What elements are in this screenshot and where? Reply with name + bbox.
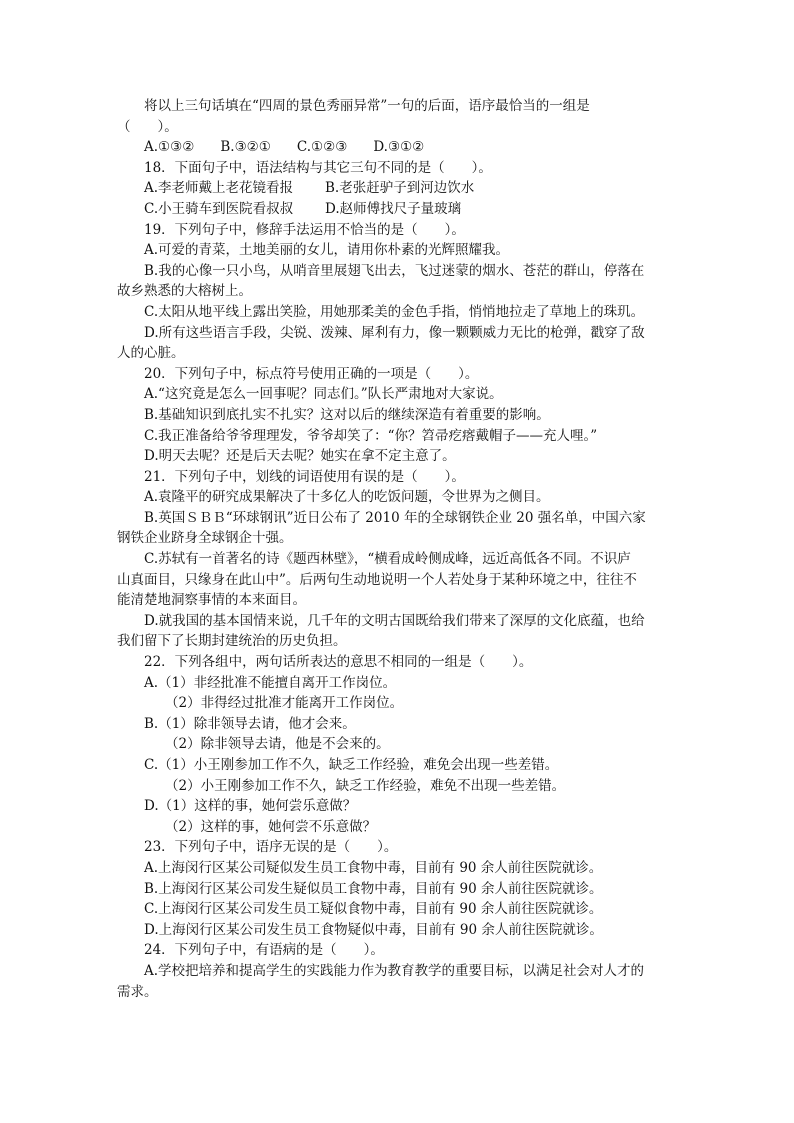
q20-option-b: B.基础知识到底扎实不扎实？这对以后的继续深造有着重要的影响。 bbox=[144, 406, 550, 423]
q18-options-row1 bbox=[117, 178, 680, 199]
q23-option-b: B.上海闵行区某公司发生疑似员工食物中毒，目前有 90 余人前往医院就诊。 bbox=[144, 880, 603, 897]
q18-stem: 18．下面句子中，语法结构与其它三句不同的是（ ）。 bbox=[144, 159, 492, 176]
q18-option-d: D.赵师傅找尺子量玻璃 bbox=[325, 200, 462, 217]
q19-option-a: A.可爱的青菜，土地美丽的女儿，请用你朴素的光辉照耀我。 bbox=[144, 242, 510, 259]
q20-option-a: A.“这究竟是怎么一回事呢？同志们。”队长严肃地对大家说。 bbox=[144, 386, 503, 403]
q19-option-b-cont: 故乡熟悉的大榕树上。 bbox=[117, 283, 252, 300]
q22-option-b1: B.（1）除非领导去请，他才会来。 bbox=[144, 715, 356, 732]
q24-option-a-cont: 需求。 bbox=[117, 983, 158, 1000]
q21-option-d: D.就我国的基本国情来说，几千年的文明古国既给我们带来了深厚的文化底蕴，也给 bbox=[144, 612, 645, 629]
q21-option-b: B.英国ＳＢＢ“环球钢讯”近日公布了 2010 年的全球钢铁企业 20 强名单，中国六家 bbox=[144, 509, 646, 526]
q18-options-row2 bbox=[117, 199, 680, 220]
q19-stem: 19．下列句子中，修辞手法运用不恰当的是（ ）。 bbox=[144, 221, 465, 238]
q18-option-b: B.老张赶驴子到河边饮水 bbox=[325, 180, 475, 197]
q22-option-c2: （2）小王刚参加工作不久，缺乏工作经验，难免不出现一些差错。 bbox=[165, 777, 566, 794]
q23-option-c: C.上海闵行区某公司发生员工疑似食物中毒，目前有 90 余人前往医院就诊。 bbox=[144, 901, 603, 918]
q22-option-a1: A.（1）非经批准不能擅自离开工作岗位。 bbox=[144, 674, 397, 691]
q21-option-a: A.袁隆平的研究成果解决了十多亿人的吃饭问题，令世界为之侧目。 bbox=[144, 489, 550, 506]
q21-option-b-cont: 钢铁企业跻身全球钢企十强。 bbox=[117, 530, 293, 547]
q23-option-a: A.上海闵行区某公司疑似发生员工食物中毒，目前有 90 余人前往医院就诊。 bbox=[144, 859, 603, 876]
option-a: A.①③② bbox=[144, 139, 195, 156]
option-d: D.③①② bbox=[373, 139, 425, 156]
q22-option-c1: C.（1）小王刚参加工作不久，缺乏工作经验，难免会出现一些差错。 bbox=[144, 757, 559, 773]
q23-stem: 23．下列句子中，语序无误的是（ ）。 bbox=[144, 839, 398, 856]
exam-content bbox=[117, 96, 680, 1002]
q20-option-d: D.明天去呢？还是后天去呢？她实在拿不定主意了。 bbox=[144, 448, 456, 465]
q24-stem: 24．下列句子中，有语病的是（ ）。 bbox=[144, 942, 384, 959]
q19-option-d: D.所有这些语言手段，尖锐、泼辣、犀利有力，像一颗颗威力无比的枪弹，戳穿了敌 bbox=[144, 324, 645, 341]
q18-option-a: A.李老师戴上老花镜看报 bbox=[144, 180, 294, 197]
q24-option-a: A.学校把培养和提高学生的实践能力作为教育教学的重要目标，以满足社会对人才的 bbox=[144, 962, 645, 979]
intro-question: 将以上三句话填在“四周的景色秀丽异常”一句的后面，语序最恰当的一组是 bbox=[144, 98, 590, 114]
q21-option-d-cont: 我们留下了长期封建统治的历史负担。 bbox=[117, 633, 347, 650]
intro-options bbox=[117, 137, 680, 158]
q20-option-c: C.我正准备给爷爷理理发，爷爷却笑了：“你？笤帚疙瘩戴帽子——充人哩。” bbox=[144, 427, 598, 444]
q18-option-c: C.小王骑车到医院看叔叔 bbox=[144, 200, 294, 217]
q19-option-d-cont: 人的心脏。 bbox=[117, 345, 185, 362]
q21-option-c-cont1: 山真面目，只缘身在此山中”。后两句生动地说明一个人若处身于某种环境之中，往往不 bbox=[117, 571, 637, 588]
option-b: B.③②① bbox=[220, 139, 271, 156]
q22-stem: 22．下列各组中，两句话所表达的意思不相同的一组是（ ）。 bbox=[144, 654, 533, 671]
q21-option-c-cont2: 能清楚地洞察事情的本来面目。 bbox=[117, 592, 306, 609]
q22-option-d1: D.（1）这样的事，她何尝乐意做？ bbox=[144, 798, 357, 815]
q23-option-d: D.上海闵行区某公司发生员工食物疑似中毒，目前有 90 余人前往医院就诊。 bbox=[144, 921, 603, 938]
q22-option-d2: （2）这样的事，她何尝不乐意做？ bbox=[165, 818, 377, 835]
q19-option-c: C.太阳从地平线上露出笑脸，用她那柔美的金色手指，悄悄地拉走了草地上的珠玑。 bbox=[144, 303, 645, 320]
option-c: C.①②③ bbox=[296, 139, 348, 156]
q21-option-c: C.苏轼有一首著名的诗《题西林壁》，“横看成岭侧成峰，远近高低各不同。不识庐 bbox=[144, 551, 631, 568]
q22-option-b2: （2）除非领导去请，他是不会来的。 bbox=[165, 736, 390, 753]
q20-stem: 20．下列句子中，标点符号使用正确的一项是（ ）。 bbox=[144, 365, 479, 382]
q22-option-a2: （2）非得经过批准才能离开工作岗位。 bbox=[165, 695, 404, 712]
intro-question-blank: （ ）。 bbox=[117, 118, 178, 135]
q19-option-b: B.我的心像一只小鸟，从哨音里展翅飞出去，飞过迷蒙的烟水、苍茫的群山，停落在 bbox=[144, 262, 645, 279]
q21-stem: 21．下列句子中，划线的词语使用有误的是（ ）。 bbox=[144, 468, 465, 485]
